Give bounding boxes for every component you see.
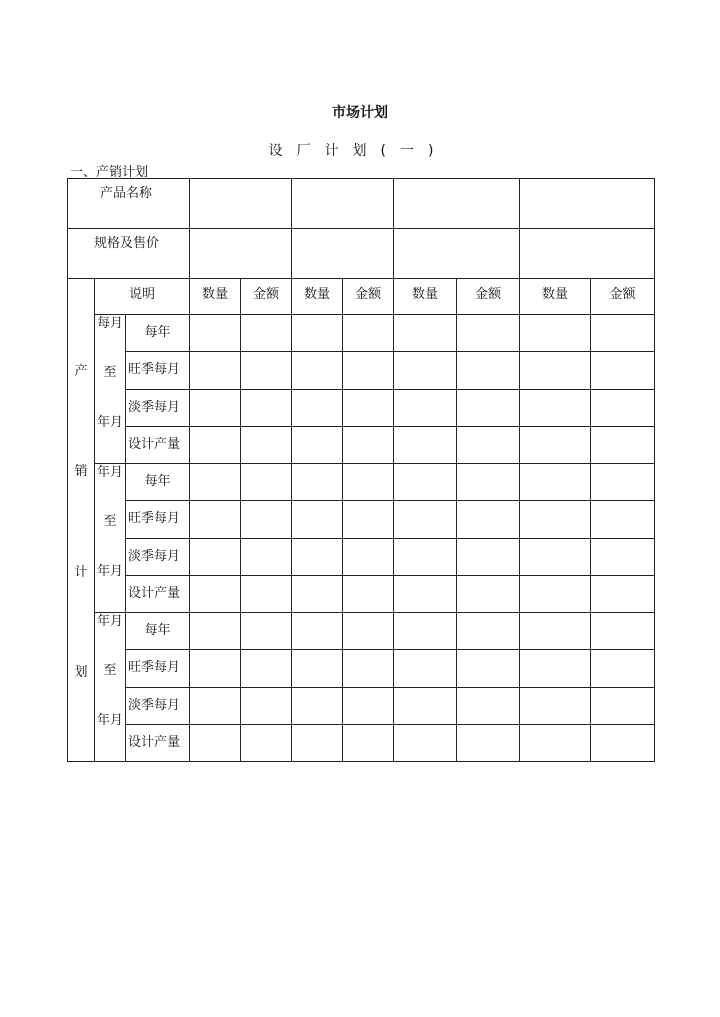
spec-price-label: 规格及售价 [94,236,160,251]
data-cell[interactable] [343,426,394,463]
data-cell[interactable] [394,613,457,650]
document-title: 市场计划 [332,105,388,121]
data-cell[interactable] [343,613,394,650]
table-row [68,650,655,687]
side-label-char: 划 [74,664,88,680]
data-cell[interactable] [292,613,343,650]
table-row [68,389,655,426]
row-label: 设计产量 [126,724,190,761]
spec-price-label-cell [68,229,190,279]
data-cell[interactable] [591,501,655,538]
row-label: 旺季每月 [126,650,190,687]
data-cell[interactable] [394,650,457,687]
data-cell[interactable] [520,315,591,352]
data-cell[interactable] [457,650,520,687]
data-cell[interactable] [292,389,343,426]
product-name-cell-2[interactable] [292,179,394,229]
row-label: 淡季每月 [126,538,190,575]
data-cell[interactable] [241,724,292,761]
data-cell[interactable] [457,613,520,650]
data-cell[interactable] [292,724,343,761]
data-cell[interactable] [394,687,457,724]
data-cell[interactable] [394,315,457,352]
table-row [68,501,655,538]
data-cell[interactable] [591,538,655,575]
table-row [68,315,655,352]
period-to-word: 至 [103,514,117,530]
amount-header: 金额 [241,279,292,315]
data-cell[interactable] [241,315,292,352]
table-row [68,687,655,724]
side-label-char: 销 [74,464,88,480]
table-row [68,464,655,501]
data-cell[interactable] [190,687,241,724]
data-cell[interactable] [241,613,292,650]
data-cell[interactable] [292,426,343,463]
data-cell[interactable] [457,538,520,575]
period-to-word: 至 [103,365,117,381]
period-to-word: 至 [103,663,117,679]
row-label: 设计产量 [126,426,190,463]
data-cell[interactable] [292,575,343,612]
data-cell[interactable] [343,389,394,426]
data-cell[interactable] [241,464,292,501]
data-cell[interactable] [394,501,457,538]
period-until: 年月 [96,563,123,579]
data-cell[interactable] [241,426,292,463]
data-cell[interactable] [292,687,343,724]
data-cell[interactable] [343,687,394,724]
data-cell[interactable] [190,650,241,687]
data-cell[interactable] [343,538,394,575]
quantity-header: 数量 [520,279,591,315]
period-from: 年月 [96,465,123,480]
data-cell[interactable] [190,575,241,612]
quantity-header: 数量 [190,279,241,315]
product-name-cell-1[interactable] [190,179,292,229]
data-cell[interactable] [241,389,292,426]
table-row [68,352,655,389]
data-cell[interactable] [457,426,520,463]
data-cell[interactable] [190,352,241,389]
quantity-header: 数量 [394,279,457,315]
spec-price-cell-4[interactable] [520,229,655,279]
row-label: 旺季每月 [126,352,190,389]
side-label-cell [68,279,95,762]
data-cell[interactable] [591,575,655,612]
data-cell[interactable] [520,389,591,426]
data-cell[interactable] [241,352,292,389]
data-cell[interactable] [520,538,591,575]
data-cell[interactable] [343,501,394,538]
period-cell-1 [95,315,126,464]
data-cell[interactable] [457,315,520,352]
data-cell[interactable] [190,464,241,501]
period-cell-2 [95,464,126,613]
row-label: 设计产量 [126,575,190,612]
spec-price-cell-3[interactable] [394,229,520,279]
data-cell[interactable] [591,426,655,463]
data-cell[interactable] [190,426,241,463]
data-cell[interactable] [591,389,655,426]
product-name-row [68,179,655,229]
amount-header: 金额 [591,279,655,315]
side-label-char: 计 [74,564,88,580]
document-subtitle: 设厂计划(一) [268,143,448,159]
data-cell[interactable] [591,687,655,724]
table-row [68,724,655,761]
data-cell[interactable] [394,426,457,463]
product-name-cell-3[interactable] [394,179,520,229]
data-cell[interactable] [190,538,241,575]
data-cell[interactable] [457,389,520,426]
spec-price-cell-1[interactable] [190,229,292,279]
table-row [68,613,655,650]
row-label: 每年 [126,315,190,352]
amount-header: 金额 [457,279,520,315]
row-label: 淡季每月 [126,687,190,724]
data-cell[interactable] [591,613,655,650]
table-row [68,426,655,463]
data-cell[interactable] [591,464,655,501]
data-cell[interactable] [241,575,292,612]
data-cell[interactable] [343,352,394,389]
column-header-row [68,279,655,315]
spec-price-row [68,229,655,279]
data-cell[interactable] [457,352,520,389]
data-cell[interactable] [394,464,457,501]
data-cell[interactable] [520,426,591,463]
amount-header: 金额 [343,279,394,315]
data-cell[interactable] [343,575,394,612]
data-cell[interactable] [241,650,292,687]
data-cell[interactable] [292,352,343,389]
data-cell[interactable] [520,613,591,650]
section-heading: 一、产销计划 [70,165,149,180]
product-name-label-cell [68,179,190,229]
period-until: 年月 [96,712,123,728]
data-cell[interactable] [292,315,343,352]
data-cell[interactable] [292,538,343,575]
data-cell[interactable] [457,575,520,612]
side-label-char: 产 [74,364,88,379]
data-cell[interactable] [457,501,520,538]
product-name-label: 产品名称 [100,186,153,201]
data-cell[interactable] [394,352,457,389]
data-cell[interactable] [520,464,591,501]
data-cell[interactable] [520,650,591,687]
data-cell[interactable] [343,315,394,352]
table-row [68,538,655,575]
table-row [68,575,655,612]
data-cell[interactable] [190,501,241,538]
data-cell[interactable] [343,650,394,687]
data-cell[interactable] [190,724,241,761]
data-cell[interactable] [241,687,292,724]
data-cell[interactable] [457,687,520,724]
data-cell[interactable] [292,464,343,501]
data-cell[interactable] [520,687,591,724]
quantity-header: 数量 [292,279,343,315]
data-cell[interactable] [343,724,394,761]
data-cell[interactable] [591,724,655,761]
data-cell[interactable] [394,389,457,426]
data-cell[interactable] [292,650,343,687]
data-cell[interactable] [292,501,343,538]
data-cell[interactable] [591,650,655,687]
data-cell[interactable] [394,575,457,612]
row-label: 淡季每月 [126,389,190,426]
data-cell[interactable] [190,315,241,352]
description-header: 说明 [95,279,190,315]
product-name-cell-4[interactable] [520,179,655,229]
data-cell[interactable] [591,352,655,389]
production-sales-plan-table [67,178,655,762]
data-cell[interactable] [394,538,457,575]
data-cell[interactable] [520,575,591,612]
data-cell[interactable] [520,352,591,389]
data-cell[interactable] [591,315,655,352]
data-cell[interactable] [241,538,292,575]
data-cell[interactable] [394,724,457,761]
data-cell[interactable] [343,464,394,501]
spec-price-cell-2[interactable] [292,229,394,279]
period-from: 每月 [96,316,123,331]
data-cell[interactable] [457,724,520,761]
data-cell[interactable] [457,464,520,501]
row-label: 旺季每月 [126,501,190,538]
data-cell[interactable] [520,724,591,761]
data-cell[interactable] [190,389,241,426]
period-from: 年月 [96,614,123,629]
data-cell[interactable] [241,501,292,538]
data-cell[interactable] [520,501,591,538]
period-cell-3 [95,613,126,762]
row-label: 每年 [126,613,190,650]
data-cell[interactable] [190,613,241,650]
row-label: 每年 [126,464,190,501]
period-until: 年月 [96,414,123,430]
